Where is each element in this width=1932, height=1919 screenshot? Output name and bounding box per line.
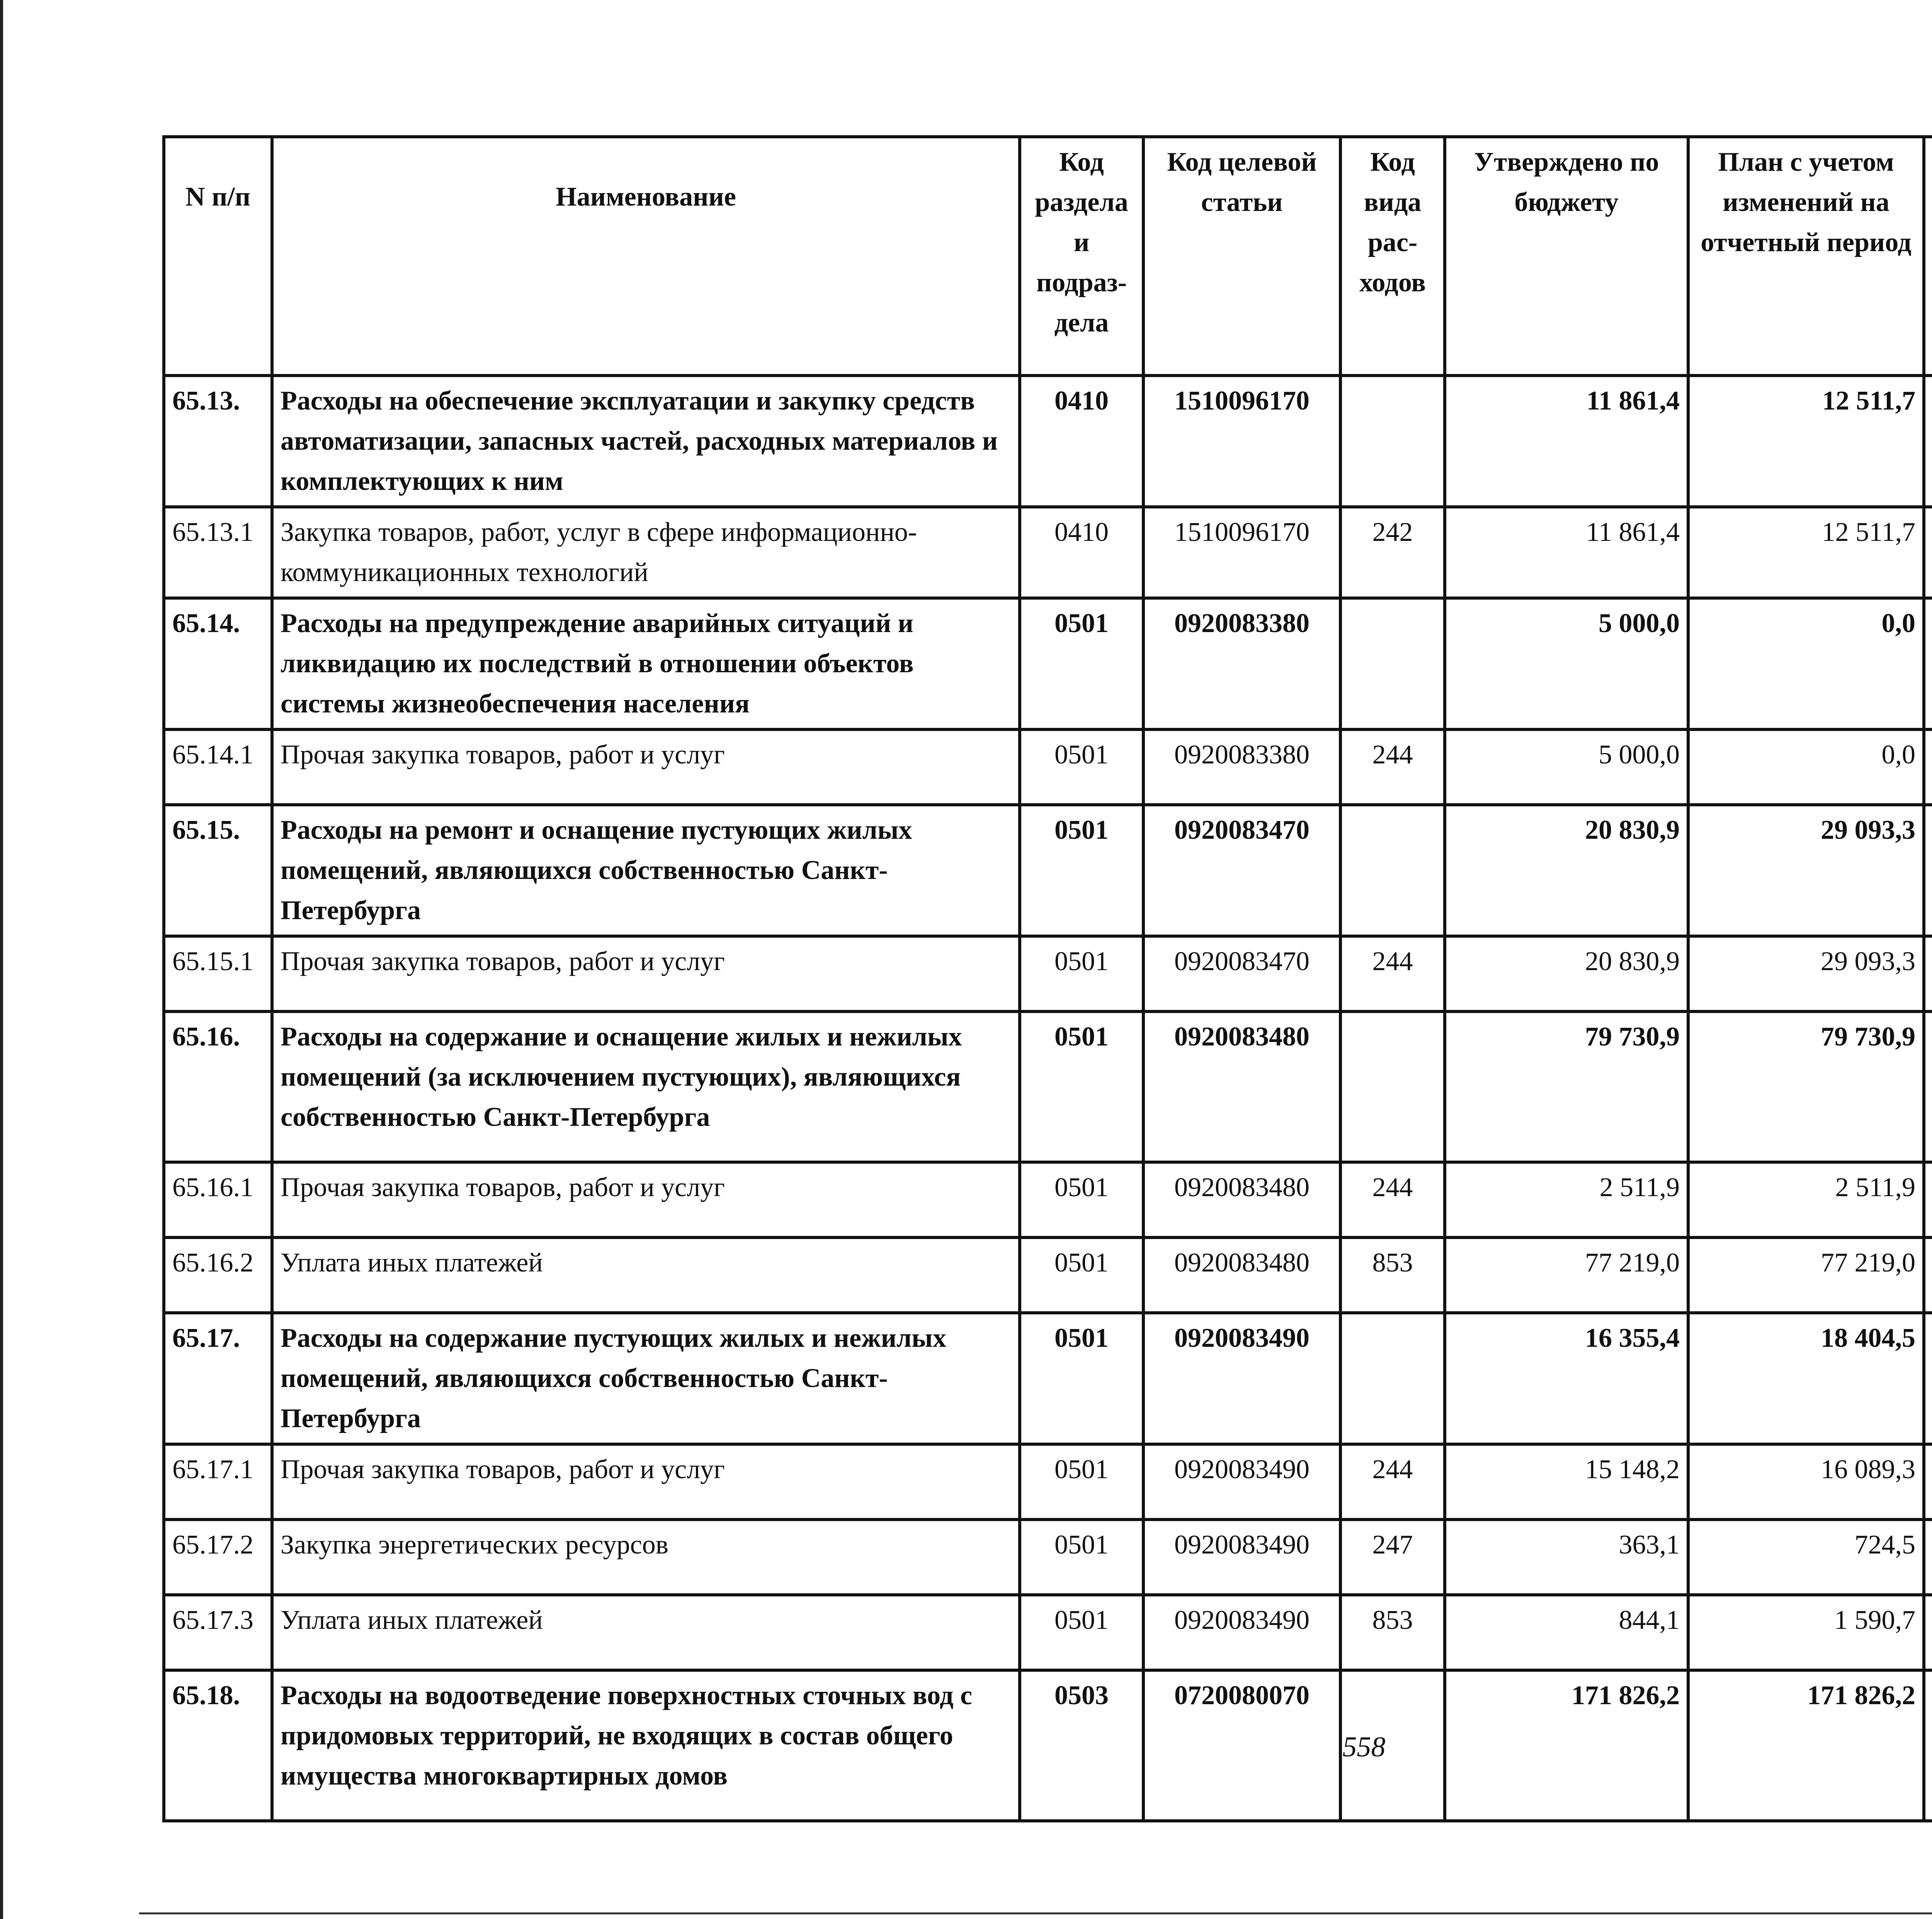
row-section-code: 0501 [1020,598,1143,729]
row-executed [1924,1670,1932,1821]
row-target-code: 0920083380 [1143,729,1340,805]
row-approved: 11 861,4 [1445,507,1688,598]
row-executed [1924,1162,1932,1237]
row-approved: 79 730,9 [1445,1011,1688,1162]
table-row [164,1444,1932,1520]
budget-execution-table [162,135,1932,1822]
row-approved: 363,1 [1445,1520,1688,1595]
row-target-code: 1510096170 [1143,507,1340,598]
row-num: 65.17.1 [164,1444,272,1520]
row-approved: 5 000,0 [1445,729,1688,805]
row-num: 65.17. [164,1313,272,1444]
header-section-code: Код раздела и подраз-дела [1020,137,1143,376]
row-num: 65.15. [164,805,272,936]
row-expense-code [1340,1011,1445,1162]
row-approved: 15 148,2 [1445,1444,1688,1520]
row-expense-code: 244 [1340,729,1445,805]
row-section-code: 0501 [1020,1595,1143,1670]
row-name: Прочая закупка товаров, работ и услуг [272,1444,1020,1520]
row-name: Закупка энергетических ресурсов [272,1520,1020,1595]
row-name: Прочая закупка товаров, работ и услуг [272,1162,1020,1237]
row-num: 65.13. [164,376,272,507]
row-name: Расходы на содержание и оснащение жилых и нежилых помещений (за исключением пустующих), являющихся собственностью Санкт-Петербурга [272,1011,1020,1162]
row-target-code: 0920083480 [1143,1011,1340,1162]
table-row [164,1595,1932,1670]
header-target-code: Код целевой статьи [1143,137,1340,376]
row-plan: 2 511,9 [1688,1162,1924,1237]
row-plan: 16 089,3 [1688,1444,1924,1520]
row-target-code: 0920083380 [1143,598,1340,729]
row-plan: 0,0 [1688,729,1924,805]
row-expense-code [1340,376,1445,507]
row-plan: 0,0 [1688,598,1924,729]
row-section-code: 0501 [1020,1237,1143,1313]
row-num: 65.16. [164,1011,272,1162]
row-executed [1924,1011,1932,1162]
row-target-code: 0920083480 [1143,1237,1340,1313]
row-target-code: 0920083470 [1143,936,1340,1011]
row-approved: 20 830,9 [1445,805,1688,936]
row-name: Расходы на содержание пустующих жилых и нежилых помещений, являющихся собственностью Санкт-Петербурга [272,1313,1020,1444]
row-executed [1924,598,1932,729]
table-row [164,805,1932,936]
row-name: Уплата иных платежей [272,1237,1020,1313]
row-num: 65.13.1 [164,507,272,598]
row-num: 65.16.1 [164,1162,272,1237]
row-name: Расходы на обеспечение эксплуатации и закупку средств автоматизации, запасных частей, расходных материалов и комплектующих к ним [272,376,1020,507]
row-target-code: 0720080070 [1143,1670,1340,1821]
row-approved: 77 219,0 [1445,1237,1688,1313]
row-executed [1924,1520,1932,1595]
row-num: 65.17.2 [164,1520,272,1595]
row-section-code: 0501 [1020,1520,1143,1595]
page-number: 558 [1342,1731,1386,1763]
table-row [164,936,1932,1011]
row-expense-code: 853 [1340,1237,1445,1313]
row-plan: 724,5 [1688,1520,1924,1595]
row-expense-code: 244 [1340,1444,1445,1520]
table-row [164,1237,1932,1313]
table-row [164,1313,1932,1444]
header-plan: План с учетом изменений на отчетный период [1688,137,1924,376]
row-executed [1924,376,1932,507]
row-plan: 29 093,3 [1688,805,1924,936]
row-executed [1924,805,1932,936]
row-expense-code [1340,805,1445,936]
row-expense-code: 244 [1340,1162,1445,1237]
row-num: 65.16.2 [164,1237,272,1313]
table-row [164,1670,1932,1821]
row-section-code: 0501 [1020,1162,1143,1237]
table-row [164,1520,1932,1595]
row-plan: 77 219,0 [1688,1237,1924,1313]
row-section-code: 0501 [1020,936,1143,1011]
row-section-code: 0501 [1020,1313,1143,1444]
row-executed [1924,936,1932,1011]
row-plan: 12 511,7 [1688,507,1924,598]
row-num: 65.14. [164,598,272,729]
row-section-code: 0410 [1020,507,1143,598]
row-target-code: 0920083480 [1143,1162,1340,1237]
row-section-code: 0501 [1020,729,1143,805]
table-row [164,507,1932,598]
row-executed [1924,1237,1932,1313]
row-target-code: 0920083490 [1143,1595,1340,1670]
row-section-code: 0503 [1020,1670,1143,1821]
row-name: Уплата иных платежей [272,1595,1020,1670]
row-expense-code: 853 [1340,1595,1445,1670]
row-approved: 5 000,0 [1445,598,1688,729]
header-name: Наименование [272,137,1020,376]
table-row [164,376,1932,507]
row-plan: 18 404,5 [1688,1313,1924,1444]
row-plan: 171 826,2 [1688,1670,1924,1821]
row-executed [1924,1444,1932,1520]
row-target-code: 0920083490 [1143,1444,1340,1520]
row-name: Расходы на предупреждение аварийных ситуаций и ликвидацию их последствий в отношении объектов системы жизнеобеспечения населения [272,598,1020,729]
bottom-rule [139,1912,1932,1914]
row-num: 65.18. [164,1670,272,1821]
row-executed [1924,1313,1932,1444]
row-name: Расходы на водоотведение поверхностных сточных вод с придомовых территорий, не входящих в состав общего имущества многоквартирных домов [272,1670,1020,1821]
row-plan: 1 590,7 [1688,1595,1924,1670]
header-executed [1924,137,1932,376]
row-expense-code: 244 [1340,936,1445,1011]
row-executed [1924,507,1932,598]
header-expense-code: Код вида рас-ходов [1340,137,1445,376]
row-section-code: 0410 [1020,376,1143,507]
row-approved: 171 826,2 [1445,1670,1688,1821]
row-expense-code [1340,1313,1445,1444]
row-num: 65.15.1 [164,936,272,1011]
header-num: N п/п [164,137,272,376]
row-name: Закупка товаров, работ, услуг в сфере информационно-коммуникационных технологий [272,507,1020,598]
row-expense-code: 247 [1340,1520,1445,1595]
row-name: Расходы на ремонт и оснащение пустующих жилых помещений, являющихся собственностью Санкт-Петербурга [272,805,1020,936]
row-executed [1924,729,1932,805]
row-plan: 12 511,7 [1688,376,1924,507]
row-name: Прочая закупка товаров, работ и услуг [272,729,1020,805]
row-num: 65.14.1 [164,729,272,805]
row-section-code: 0501 [1020,805,1143,936]
row-approved: 844,1 [1445,1595,1688,1670]
header-approved: Утверждено по бюджету [1445,137,1688,376]
row-executed [1924,1595,1932,1670]
table-row [164,1162,1932,1237]
row-approved: 16 355,4 [1445,1313,1688,1444]
row-expense-code [1340,598,1445,729]
row-plan: 29 093,3 [1688,936,1924,1011]
table-row [164,729,1932,805]
row-approved: 2 511,9 [1445,1162,1688,1237]
row-target-code: 0920083490 [1143,1313,1340,1444]
row-plan: 79 730,9 [1688,1011,1924,1162]
table-row [164,598,1932,729]
row-approved: 20 830,9 [1445,936,1688,1011]
row-name: Прочая закупка товаров, работ и услуг [272,936,1020,1011]
row-approved: 11 861,4 [1445,376,1688,507]
table-row [164,1011,1932,1162]
row-target-code: 1510096170 [1143,376,1340,507]
row-section-code: 0501 [1020,1011,1143,1162]
row-target-code: 0920083470 [1143,805,1340,936]
row-expense-code: 242 [1340,507,1445,598]
row-target-code: 0920083490 [1143,1520,1340,1595]
row-num: 65.17.3 [164,1595,272,1670]
row-section-code: 0501 [1020,1444,1143,1520]
